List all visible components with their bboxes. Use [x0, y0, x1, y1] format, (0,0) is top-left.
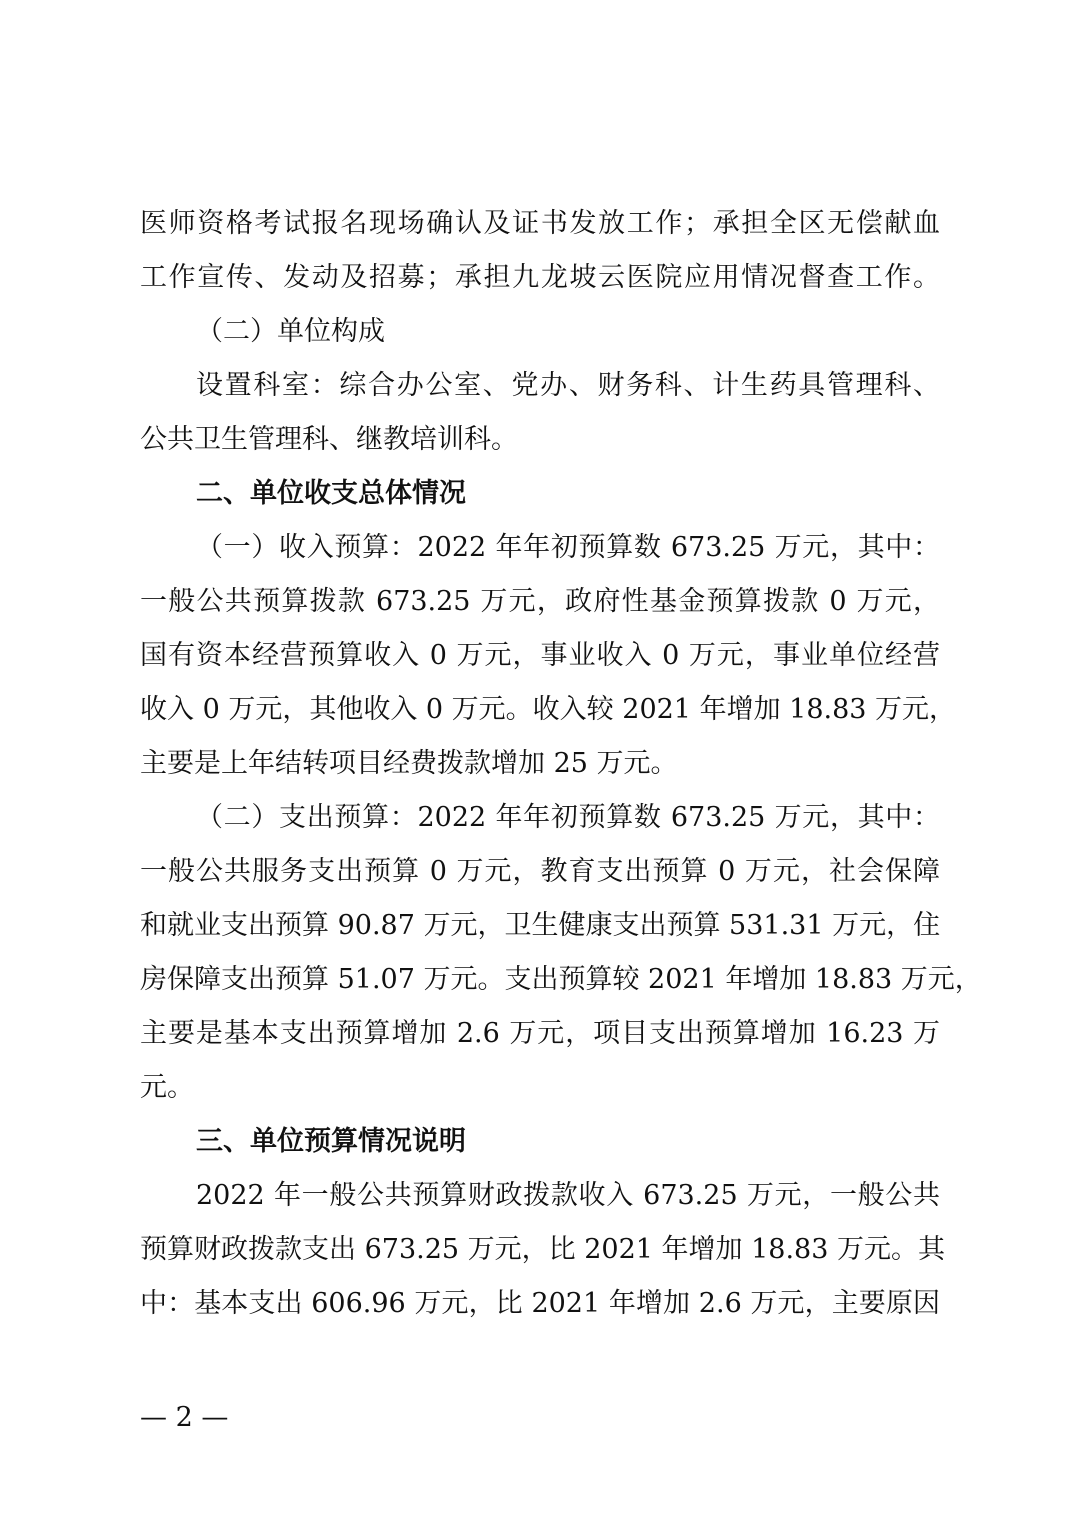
paragraph-line: （一）收入预算：2022 年年初预算数 673.25 万元，其中： [196, 532, 940, 563]
paragraph-line: 医师资格考试报名现场确认及证书发放工作；承担全区无偿献血 [140, 208, 940, 239]
paragraph-line: 元。 [140, 1072, 194, 1103]
page-number: — 2 — [140, 1402, 229, 1433]
paragraph-line: 收入 0 万元，其他收入 0 万元。收入较 2021 年增加 18.83 万元， [140, 694, 957, 725]
paragraph-line: 和就业支出预算 90.87 万元，卫生健康支出预算 531.31 万元，住 [140, 910, 941, 941]
paragraph-line: 主要是上年结转项目经费拨款增加 25 万元。 [140, 748, 678, 779]
paragraph-line: 设置科室：综合办公室、党办、财务科、计生药具管理科、 [196, 370, 940, 401]
paragraph-line: 公共卫生管理科、继教培训科。 [140, 424, 518, 455]
paragraph-line: 国有资本经营预算收入 0 万元，事业收入 0 万元，事业单位经营 [140, 640, 940, 671]
paragraph-line: 一般公共服务支出预算 0 万元，教育支出预算 0 万元，社会保障 [140, 856, 940, 887]
paragraph-line: 主要是基本支出预算增加 2.6 万元，项目支出预算增加 16.23 万 [140, 1018, 940, 1049]
paragraph-line: 工作宣传、发动及招募；承担九龙坡云医院应用情况督查工作。 [140, 262, 940, 293]
section-heading: 三、单位预算情况说明 [196, 1126, 466, 1157]
paragraph-line: 中：基本支出 606.96 万元，比 2021 年增加 2.6 万元，主要原因 [140, 1288, 940, 1319]
paragraph-line: 房保障支出预算 51.07 万元。支出预算较 2021 年增加 18.83 万元， [140, 964, 982, 995]
section-heading: 二、单位收支总体情况 [196, 478, 466, 509]
paragraph-line: （二）支出预算：2022 年年初预算数 673.25 万元，其中： [196, 802, 940, 833]
section-subheading: （二）单位构成 [196, 316, 385, 347]
paragraph-line: 2022 年一般公共预算财政拨款收入 673.25 万元，一般公共 [196, 1180, 940, 1211]
paragraph-line: 预算财政拨款支出 673.25 万元，比 2021 年增加 18.83 万元。其 [140, 1234, 945, 1265]
paragraph-line: 一般公共预算拨款 673.25 万元，政府性基金预算拨款 0 万元， [140, 586, 940, 617]
